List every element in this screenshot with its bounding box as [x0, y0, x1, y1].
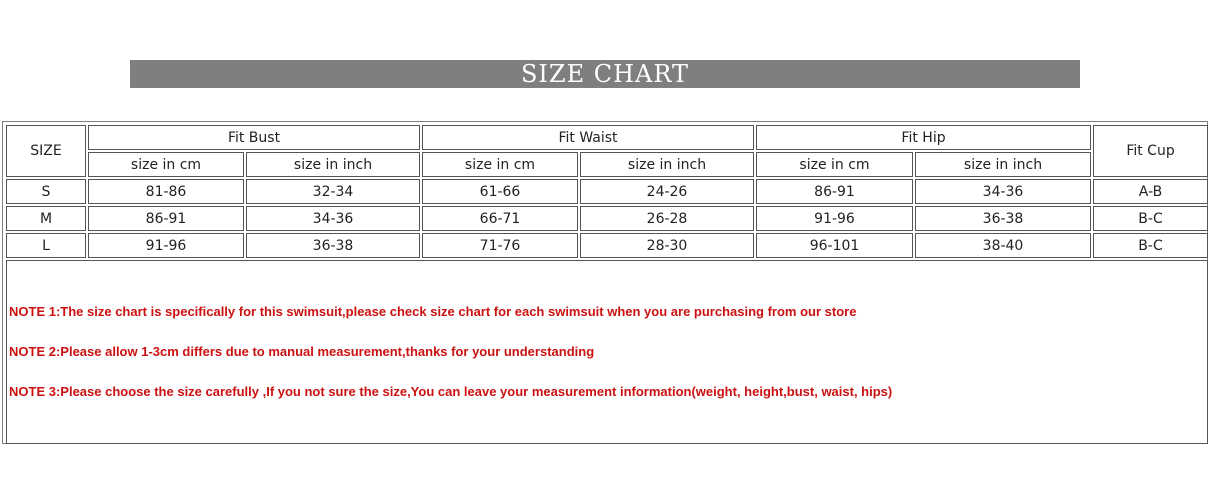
header-waist-inch: size in inch [580, 152, 754, 177]
hip-inch-cell: 34-36 [915, 179, 1091, 204]
header-waist-cm: size in cm [422, 152, 578, 177]
waist-inch-cell: 26-28 [580, 206, 754, 231]
table-row [6, 206, 1208, 231]
page-title: SIZE CHART [520, 60, 690, 88]
size-cell: M [6, 206, 86, 231]
hip-cm-cell: 86-91 [756, 179, 913, 204]
waist-inch-cell: 24-26 [580, 179, 754, 204]
bust-inch-cell: 32-34 [246, 179, 420, 204]
bust-inch-cell: 36-38 [246, 233, 420, 258]
notes-row [6, 260, 1208, 444]
title-banner [130, 60, 1080, 88]
size-cell: L [6, 233, 86, 258]
size-chart-container [2, 121, 1208, 444]
hip-cm-cell: 96-101 [756, 233, 913, 258]
header-fit-waist: Fit Waist [422, 125, 754, 150]
waist-cm-cell: 61-66 [422, 179, 578, 204]
waist-cm-cell: 66-71 [422, 206, 578, 231]
bust-inch-cell: 34-36 [246, 206, 420, 231]
hip-inch-cell: 36-38 [915, 206, 1091, 231]
header-row-2 [6, 152, 1208, 177]
bust-cm-cell: 81-86 [88, 179, 244, 204]
table-row [6, 179, 1208, 204]
waist-inch-cell: 28-30 [580, 233, 754, 258]
note-1: NOTE 1:The size chart is specifically for this swimsuit,please check size chart for each swimsuit when you are purchasing from our store [9, 304, 857, 319]
hip-inch-cell: 38-40 [915, 233, 1091, 258]
header-hip-cm: size in cm [756, 152, 913, 177]
waist-cm-cell: 71-76 [422, 233, 578, 258]
note-2: NOTE 2:Please allow 1-3cm differs due to manual measurement,thanks for your understanding [9, 344, 595, 359]
header-fit-hip: Fit Hip [756, 125, 1091, 150]
note-3: NOTE 3:Please choose the size carefully ,If you not sure the size,You can leave your measurement information(weight, height,bust, waist, hips) [9, 384, 893, 399]
notes-cell [6, 260, 1208, 444]
header-bust-cm: size in cm [88, 152, 244, 177]
cup-cell: B-C [1093, 233, 1208, 258]
header-fit-bust: Fit Bust [88, 125, 420, 150]
header-row-1 [6, 125, 1208, 150]
hip-cm-cell: 91-96 [756, 206, 913, 231]
header-size: SIZE [6, 125, 86, 177]
size-chart-table [4, 123, 1210, 446]
cup-cell: B-C [1093, 206, 1208, 231]
header-hip-inch: size in inch [915, 152, 1091, 177]
bust-cm-cell: 91-96 [88, 233, 244, 258]
header-bust-inch: size in inch [246, 152, 420, 177]
notes-block [7, 261, 1207, 443]
table-row [6, 233, 1208, 258]
bust-cm-cell: 86-91 [88, 206, 244, 231]
cup-cell: A-B [1093, 179, 1208, 204]
header-fit-cup: Fit Cup [1093, 125, 1208, 177]
size-cell: S [6, 179, 86, 204]
